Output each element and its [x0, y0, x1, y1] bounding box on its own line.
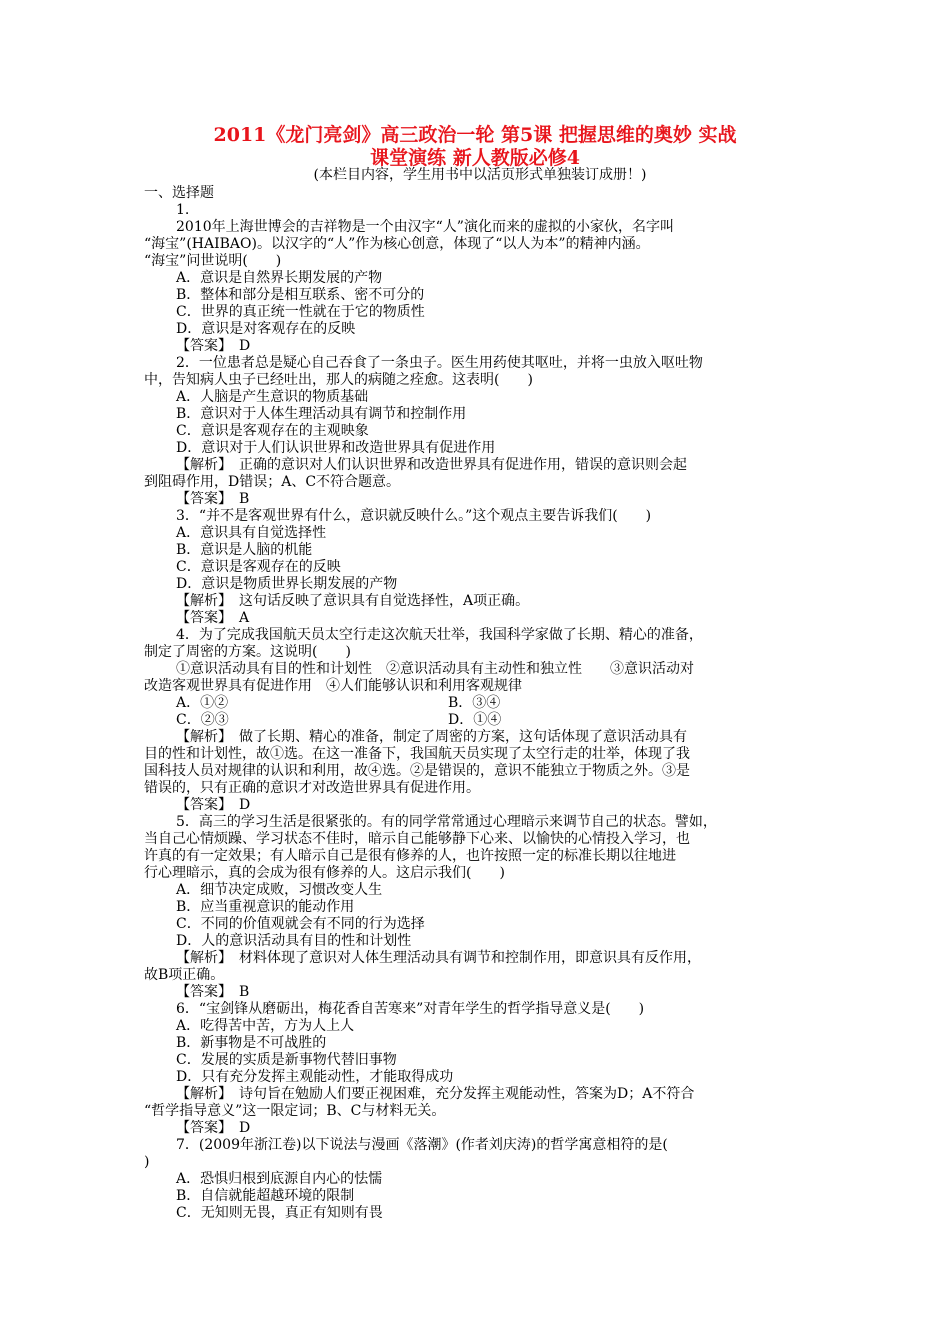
option-a: A．人脑是产生意识的物质基础 — [176, 389, 369, 405]
question-stem-line: 中，告知病人虫子已经吐出，那人的病随之痊愈。这表明( ) — [144, 372, 533, 388]
analysis-line: 到阻碍作用，D错误；A、C不符合题意。 — [144, 474, 401, 490]
option-b: B．意识对于人体生理活动具有调节和控制作用 — [176, 406, 467, 422]
option-c: C．意识是客观存在的反映 — [176, 559, 341, 575]
analysis-line: 【解析】 正确的意识对人们认识世界和改造世界具有促进作用，错误的意识则会起 — [176, 457, 687, 473]
question-stem-line: 2010年上海世博会的吉祥物是一个由汉字“人”演化而来的虚拟的小家伙，名字叫 — [176, 219, 674, 235]
question-stem-line: 7．(2009年浙江卷)以下说法与漫画《落潮》(作者刘庆涛)的哲学寓意相符的是( — [176, 1137, 668, 1153]
option-d: D．①④ — [448, 712, 502, 728]
option-a: A．意识是自然界长期发展的产物 — [176, 270, 383, 286]
analysis-line: “哲学指导意义”这一限定词；B、C与材料无关。 — [144, 1103, 446, 1119]
answer: 【答案】 B — [176, 984, 250, 1000]
question-stem-line: “海宝”(HAIBAO)。以汉字的“人”作为核心创意，体现了“以人为本”的精神内涵。 — [144, 236, 650, 252]
option-b: B．自信就能超越环境的限制 — [176, 1188, 355, 1204]
analysis-line: 目的性和计划性，故①选。在这一准备下，我国航天员实现了太空行走的壮举，体现了我 — [144, 746, 690, 762]
question-5 — [144, 814, 809, 1001]
option-row — [144, 695, 809, 712]
analysis-line: 错误的，只有正确的意识才对改造世界具有促进作用。 — [144, 780, 480, 796]
option-a: A．吃得苦中苦，方为人上人 — [176, 1018, 355, 1034]
option-b: B．整体和部分是相互联系、密不可分的 — [176, 287, 425, 303]
question-stem-line: 6．“宝剑锋从磨砺出，梅花香自苦寒来”对青年学生的哲学指导意义是( ) — [176, 1001, 645, 1017]
option-c: C．意识是客观存在的主观映象 — [176, 423, 369, 439]
question-stem-line: 当自己心情烦躁、学习状态不佳时，暗示自己能够静下心来、以愉快的心情投入学习，也 — [144, 831, 690, 847]
analysis-line: 【解析】 材料体现了意识对人体生理活动具有调节和控制作用，即意识具有反作用， — [176, 950, 701, 966]
document-body — [144, 185, 809, 1222]
option-a: A．意识具有自觉选择性 — [176, 525, 327, 541]
question-7 — [144, 1137, 809, 1222]
option-c: C．无知则无畏，真正有知则有畏 — [176, 1205, 383, 1221]
choice-statements-line: ①意识活动具有目的性和计划性 ②意识活动具有主动性和独立性 ③意识活动对 — [176, 661, 694, 677]
question-2 — [144, 355, 809, 508]
question-stem-line: “海宝”问世说明( ) — [144, 253, 282, 269]
option-d: D．只有充分发挥主观能动性，才能取得成功 — [176, 1069, 454, 1085]
option-d: D．意识是对客观存在的反映 — [176, 321, 356, 337]
question-number: 1. — [176, 202, 190, 218]
question-stem-line: 4．为了完成我国航天员太空行走这次航天壮举，我国科学家做了长期、精心的准备， — [176, 627, 703, 643]
option-d: D．人的意识活动具有目的性和计划性 — [176, 933, 412, 949]
document-title — [120, 124, 830, 170]
option-b: B．③④ — [448, 695, 501, 711]
choice-statements-line: 改造客观世界具有促进作用 ④人们能够认识和利用客观规律 — [144, 678, 522, 694]
answer: 【答案】 D — [176, 797, 251, 813]
title-line-2: 课堂演练 新人教版必修4 — [370, 147, 580, 169]
option-c: C．②③ — [176, 712, 229, 728]
question-stem-line: 制定了周密的方案。这说明( ) — [144, 644, 351, 660]
analysis-line: 故B项正确。 — [144, 967, 225, 983]
answer: 【答案】 B — [176, 491, 250, 507]
analysis-line: 【解析】 这句话反映了意识具有自觉选择性，A项正确。 — [176, 593, 530, 609]
option-row — [144, 712, 809, 729]
question-stem-line: 5．高三的学习生活是很紧张的。有的同学常常通过心理暗示来调节自己的状态。譬如， — [176, 814, 717, 830]
question-4 — [144, 627, 809, 814]
question-3 — [144, 508, 809, 627]
option-a: A．细节决定成败，习惯改变人生 — [176, 882, 383, 898]
option-b: B．意识是人脑的机能 — [176, 542, 313, 558]
document-subtitle: (本栏目内容，学生用书中以活页形式单独装订成册！) — [313, 167, 647, 183]
option-a: A．恐惧归根到底源自内心的怯懦 — [176, 1171, 383, 1187]
question-stem-line: ) — [144, 1154, 150, 1170]
question-stem-line: 许真的有一定效果；有人暗示自己是很有修养的人，也许按照一定的标准长期以往地进 — [144, 848, 676, 864]
option-d: D．意识对于人们认识世界和改造世界具有促进作用 — [176, 440, 496, 456]
option-c: C．发展的实质是新事物代替旧事物 — [176, 1052, 397, 1068]
option-b: B．新事物是不可战胜的 — [176, 1035, 327, 1051]
question-6 — [144, 1001, 809, 1137]
option-c: C．世界的真正统一性就在于它的物质性 — [176, 304, 425, 320]
option-c: C．不同的价值观就会有不同的行为选择 — [176, 916, 425, 932]
question-1 — [144, 202, 809, 355]
analysis-line: 国科技人员对规律的认识和利用，故④选。②是错误的，意识不能独立于物质之外。③是 — [144, 763, 690, 779]
option-a: A．①② — [176, 695, 229, 711]
option-d: D．意识是物质世界长期发展的产物 — [176, 576, 398, 592]
analysis-line: 【解析】 诗句旨在勉励人们要正视困难，充分发挥主观能动性，答案为D；A不符合 — [176, 1086, 695, 1102]
option-b: B．应当重视意识的能动作用 — [176, 899, 355, 915]
answer: 【答案】 D — [176, 338, 251, 354]
question-stem-line: 3．“并不是客观世界有什么，意识就反映什么。”这个观点主要告诉我们( ) — [176, 508, 652, 524]
answer: 【答案】 A — [176, 610, 250, 626]
question-stem-line: 行心理暗示，真的会成为很有修养的人。这启示我们( ) — [144, 865, 505, 881]
analysis-line: 【解析】 做了长期、精心的准备，制定了周密的方案，这句话体现了意识活动具有 — [176, 729, 687, 745]
question-stem-line: 2．一位患者总是疑心自己吞食了一条虫子。医生用药使其呕吐，并将一虫放入呕吐物 — [176, 355, 703, 371]
title-line-1: 2011《龙门亮剑》高三政治一轮 第5课 把握思维的奥妙 实战 — [213, 124, 737, 146]
section-heading: 一、选择题 — [144, 185, 214, 201]
answer: 【答案】 D — [176, 1120, 251, 1136]
